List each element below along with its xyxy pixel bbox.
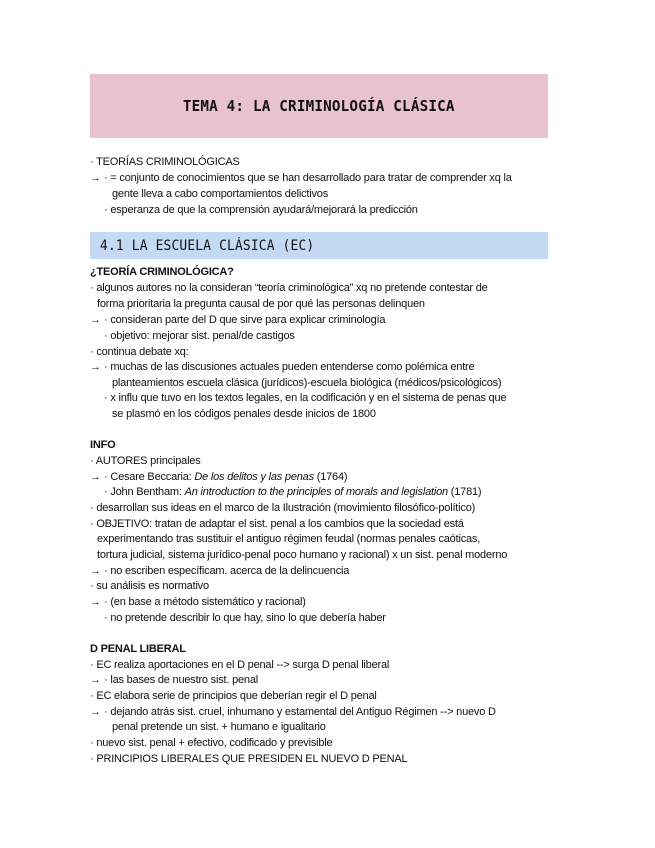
info-line-11: · no pretende describir lo que hay, sino lo que debería haber <box>104 612 386 624</box>
beccaria-work: De los delitos y las penas <box>194 471 314 483</box>
teoria-line-1: · algunos autores no la consideran “teoría criminológica” xq no pretende contestar de <box>90 282 488 294</box>
beccaria-year: (1764) <box>313 471 348 483</box>
dpenal-line-4 <box>90 705 496 719</box>
info-line-bentham <box>104 485 481 499</box>
teoria-line-3 <box>90 313 385 327</box>
teoria-line-3-text: · consideran parte del D que sirve para explicar criminología <box>104 314 386 326</box>
dpenal-line-4-text: · dejando atrás sist. cruel, inhumano y estamental del Antiguo Régimen --> nuevo D <box>104 706 496 718</box>
info-line-5: · OBJETIVO: tratan de adaptar el sist. penal a los cambios que la sociedad está <box>90 518 464 530</box>
info-line-4: · desarrollan sus ideas en el marco de la Ilustración (movimiento filosófico-político) <box>90 502 476 514</box>
teoria-line-4: · objetivo: mejorar sist. penal/de castigos <box>104 330 295 342</box>
bentham-work: An introduction to the principles of morals and legislation <box>184 486 448 498</box>
arrow-icon: → <box>90 172 101 184</box>
info-line-6: experimentando tras sustituir el antiguo régimen feudal (normas penales caóticas, <box>97 533 481 545</box>
info-line-beccaria <box>90 470 347 484</box>
info-line-8-text: · no escriben específicam. acerca de la delincuencia <box>104 565 350 577</box>
info-heading: INFO <box>90 439 116 451</box>
teoria-line-2: forma prioritaria la pregunta causal de por qué las personas delinquen <box>97 298 425 310</box>
arrow-icon: → <box>90 361 101 373</box>
info-line-10-text: · (en base a método sistemático y racional) <box>104 596 306 608</box>
intro-line-2-text: · = conjunto de conocimientos que se han desarrollado para tratar de comprender xq la <box>104 172 512 184</box>
intro-line-4: · esperanza de que la comprensión ayudará/mejorará la predicción <box>104 204 418 216</box>
intro-line-3: gente lleva a cabo comportamientos delictivos <box>112 188 329 200</box>
arrow-icon: → <box>90 471 101 483</box>
bentham-year: (1781) <box>447 486 482 498</box>
section-header-bar <box>90 232 548 259</box>
teoria-line-5: · continua debate xq: <box>90 346 189 358</box>
title-banner <box>90 74 548 138</box>
arrow-icon: → <box>90 314 101 326</box>
arrow-icon: → <box>90 565 101 577</box>
teoria-heading: ¿TEORÍA CRIMINOLÓGICA? <box>90 266 234 278</box>
info-line-7: tortura judicial, sistema jurídico-penal poco humano y racional) x un sist. penal moderno <box>97 549 508 561</box>
info-line-9: · su análisis es normativo <box>90 580 209 592</box>
arrow-icon: → <box>90 674 101 686</box>
info-line-1: · AUTORES principales <box>90 455 201 467</box>
intro-line-2 <box>90 171 512 185</box>
dpenal-line-3: · EC elabora serie de principios que deberían regir el D penal <box>90 690 377 702</box>
dpenal-line-1: · EC realiza aportaciones en el D penal --> surga D penal liberal <box>90 659 390 671</box>
dpenal-heading: D PENAL LIBERAL <box>90 643 186 655</box>
dpenal-line-5: penal pretende un sist. + humano e igualitario <box>112 721 326 733</box>
intro-line-1: · TEORÍAS CRIMINOLÓGICAS <box>90 156 240 168</box>
dpenal-line-2-text: · las bases de nuestro sist. penal <box>104 674 259 686</box>
info-line-8 <box>90 564 349 578</box>
section-title: 4.1 LA ESCUELA CLÁSICA (EC) <box>100 237 315 254</box>
info-line-10 <box>90 595 306 609</box>
arrow-icon: → <box>90 596 101 608</box>
dpenal-line-2 <box>90 673 258 687</box>
arrow-icon: → <box>90 706 101 718</box>
teoria-line-8: · x influ que tuvo en los textos legales, en la codificación y en el sistema de penas que <box>104 392 507 404</box>
teoria-line-6-text: · muchas de las discusiones actuales pueden entenderse como polémica entre <box>104 361 475 373</box>
page-title: TEMA 4: LA CRIMINOLOGÍA CLÁSICA <box>183 97 455 115</box>
beccaria-label: · Cesare Beccaria: <box>104 471 195 483</box>
dpenal-line-7: · PRINCIPIOS LIBERALES QUE PRESIDEN EL NUEVO D PENAL <box>90 753 408 765</box>
teoria-line-6 <box>90 360 474 374</box>
teoria-line-9: se plasmó en los códigos penales desde inicios de 1800 <box>112 408 376 420</box>
teoria-line-7: planteamientos escuela clásica (jurídicos)-escuela biológica (médicos/psicológicos) <box>112 377 502 389</box>
bentham-label: · John Bentham: <box>104 486 185 498</box>
dpenal-line-6: · nuevo sist. penal + efectivo, codificado y previsible <box>90 737 333 749</box>
